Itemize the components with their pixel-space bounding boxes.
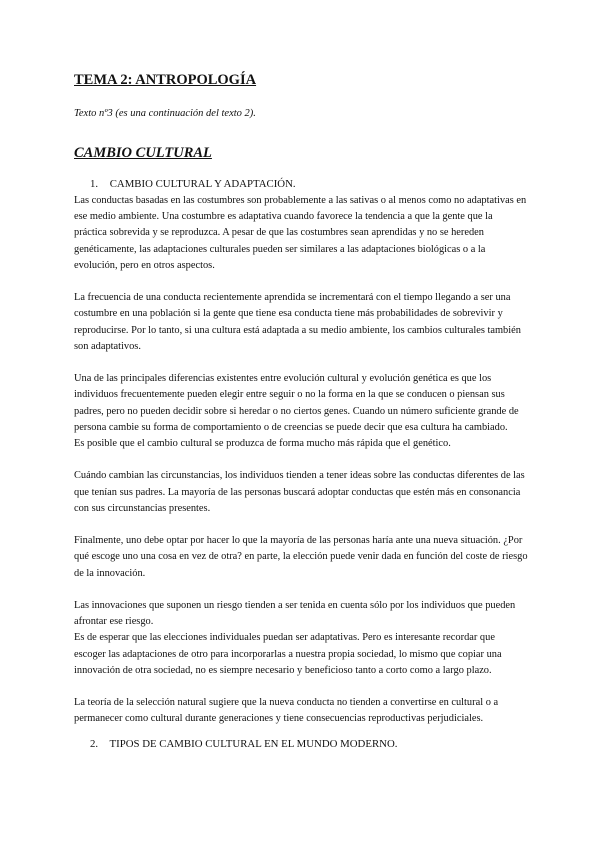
paragraph-gap — [74, 517, 528, 533]
paragraph: Es de esperar que las elecciones individuales puedan ser adaptativas. Pero es interesante recordar que escoger las adaptaciones de otro para incorporarlas a nuestra propia sociedad, lo mismo que copiar una innovación de otra sociedad, no es siempre necesario y beneficioso tanto a corto como a largo plazo. — [74, 632, 502, 676]
paragraph: La frecuencia de una conducta recientemente aprendida se incrementará con el tiempo llegando a ser una costumbre en una población si la gente que tiene esa conducta tiene más probabilidades de sobrevivir y reproducirse. Por lo tanto, si una cultura está adaptada a su medio ambiente, los cambios culturales también son adaptativos. — [74, 292, 521, 352]
paragraph-gap — [74, 355, 528, 371]
paragraph: La teoría de la selección natural sugiere que la nueva conducta no tienden a convertirse en cultural o a permanecer como cultural durante generaciones y tiene consecuencias reproductivas perjudiciales. — [74, 697, 499, 725]
heading-number: 1. — [90, 178, 99, 190]
heading-text: CAMBIO CULTURAL Y ADAPTACIÓN. — [109, 178, 296, 190]
paragraph: Una de las principales diferencias existentes entre evolución cultural y evolución genética es que los individuos frecuentemente pueden elegir entre seguir o no la forma en la que se conducen o piensan sus padres, pero no pueden decidir sobre si heredar o no ciertos genes. Cuando un número suficiente grande de persona cambie su forma de comportamiento o de creencias se puede decir que esa cultura ha cambiado. — [74, 373, 519, 433]
paragraph-gap — [74, 274, 528, 290]
paragraph: Es posible que el cambio cultural se produzca de forma mucho más rápida que el genético. — [74, 438, 451, 450]
section-title: CAMBIO CULTURAL — [74, 145, 212, 161]
paragraph-gap — [74, 582, 528, 598]
paragraph: Las innovaciones que suponen un riesgo tienden a ser tenida en cuenta sólo por los individuos que pueden afrontar ese riesgo. — [74, 600, 516, 628]
document-subtitle: Texto nº3 (es una continuación del texto 2). — [74, 108, 256, 119]
paragraph: Finalmente, uno debe optar por hacer lo que la mayoría de las personas haría ante una nueva situación. ¿Por qué escoge uno una cosa en vez de otra? en parte, la elección puede venir dada en función del coste de riesgo de la innovación. — [74, 535, 528, 579]
document-page — [74, 0, 528, 848]
document-title: TEMA 2: ANTROPOLOGÍA — [74, 72, 257, 88]
paragraph: Cuándo cambian las circunstancias, los individuos tienden a tener ideas sobre las conductas diferentes de las que tenían sus padres. La mayoría de las personas buscará adoptar conductas que estén más en consonancia con sus circunstancias presentes. — [74, 470, 525, 514]
paragraph-gap — [74, 452, 528, 468]
paragraph-gap — [74, 679, 528, 695]
heading-number: 2. — [90, 738, 99, 750]
paragraph: Las conductas basadas en las costumbres son probablemente a las sativas o al menos como no adaptativas en ese medio ambiente. Una costumbre es adaptativa cuando favorece la tendencia a que la gente que la práctica sobrevida y se reproduzca. A pesar de que las costumbres sean aprendidas y no se hereden genéticamente, las adaptaciones culturales pueden ser similares a las adaptaciones biológicas o a la evolución, pero en otros aspectos. — [74, 195, 527, 271]
heading-text: TIPOS DE CAMBIO CULTURAL EN EL MUNDO MODERNO. — [109, 738, 398, 750]
body-text — [74, 193, 528, 728]
section-heading-2 — [90, 738, 397, 750]
section-heading-1 — [90, 178, 296, 190]
